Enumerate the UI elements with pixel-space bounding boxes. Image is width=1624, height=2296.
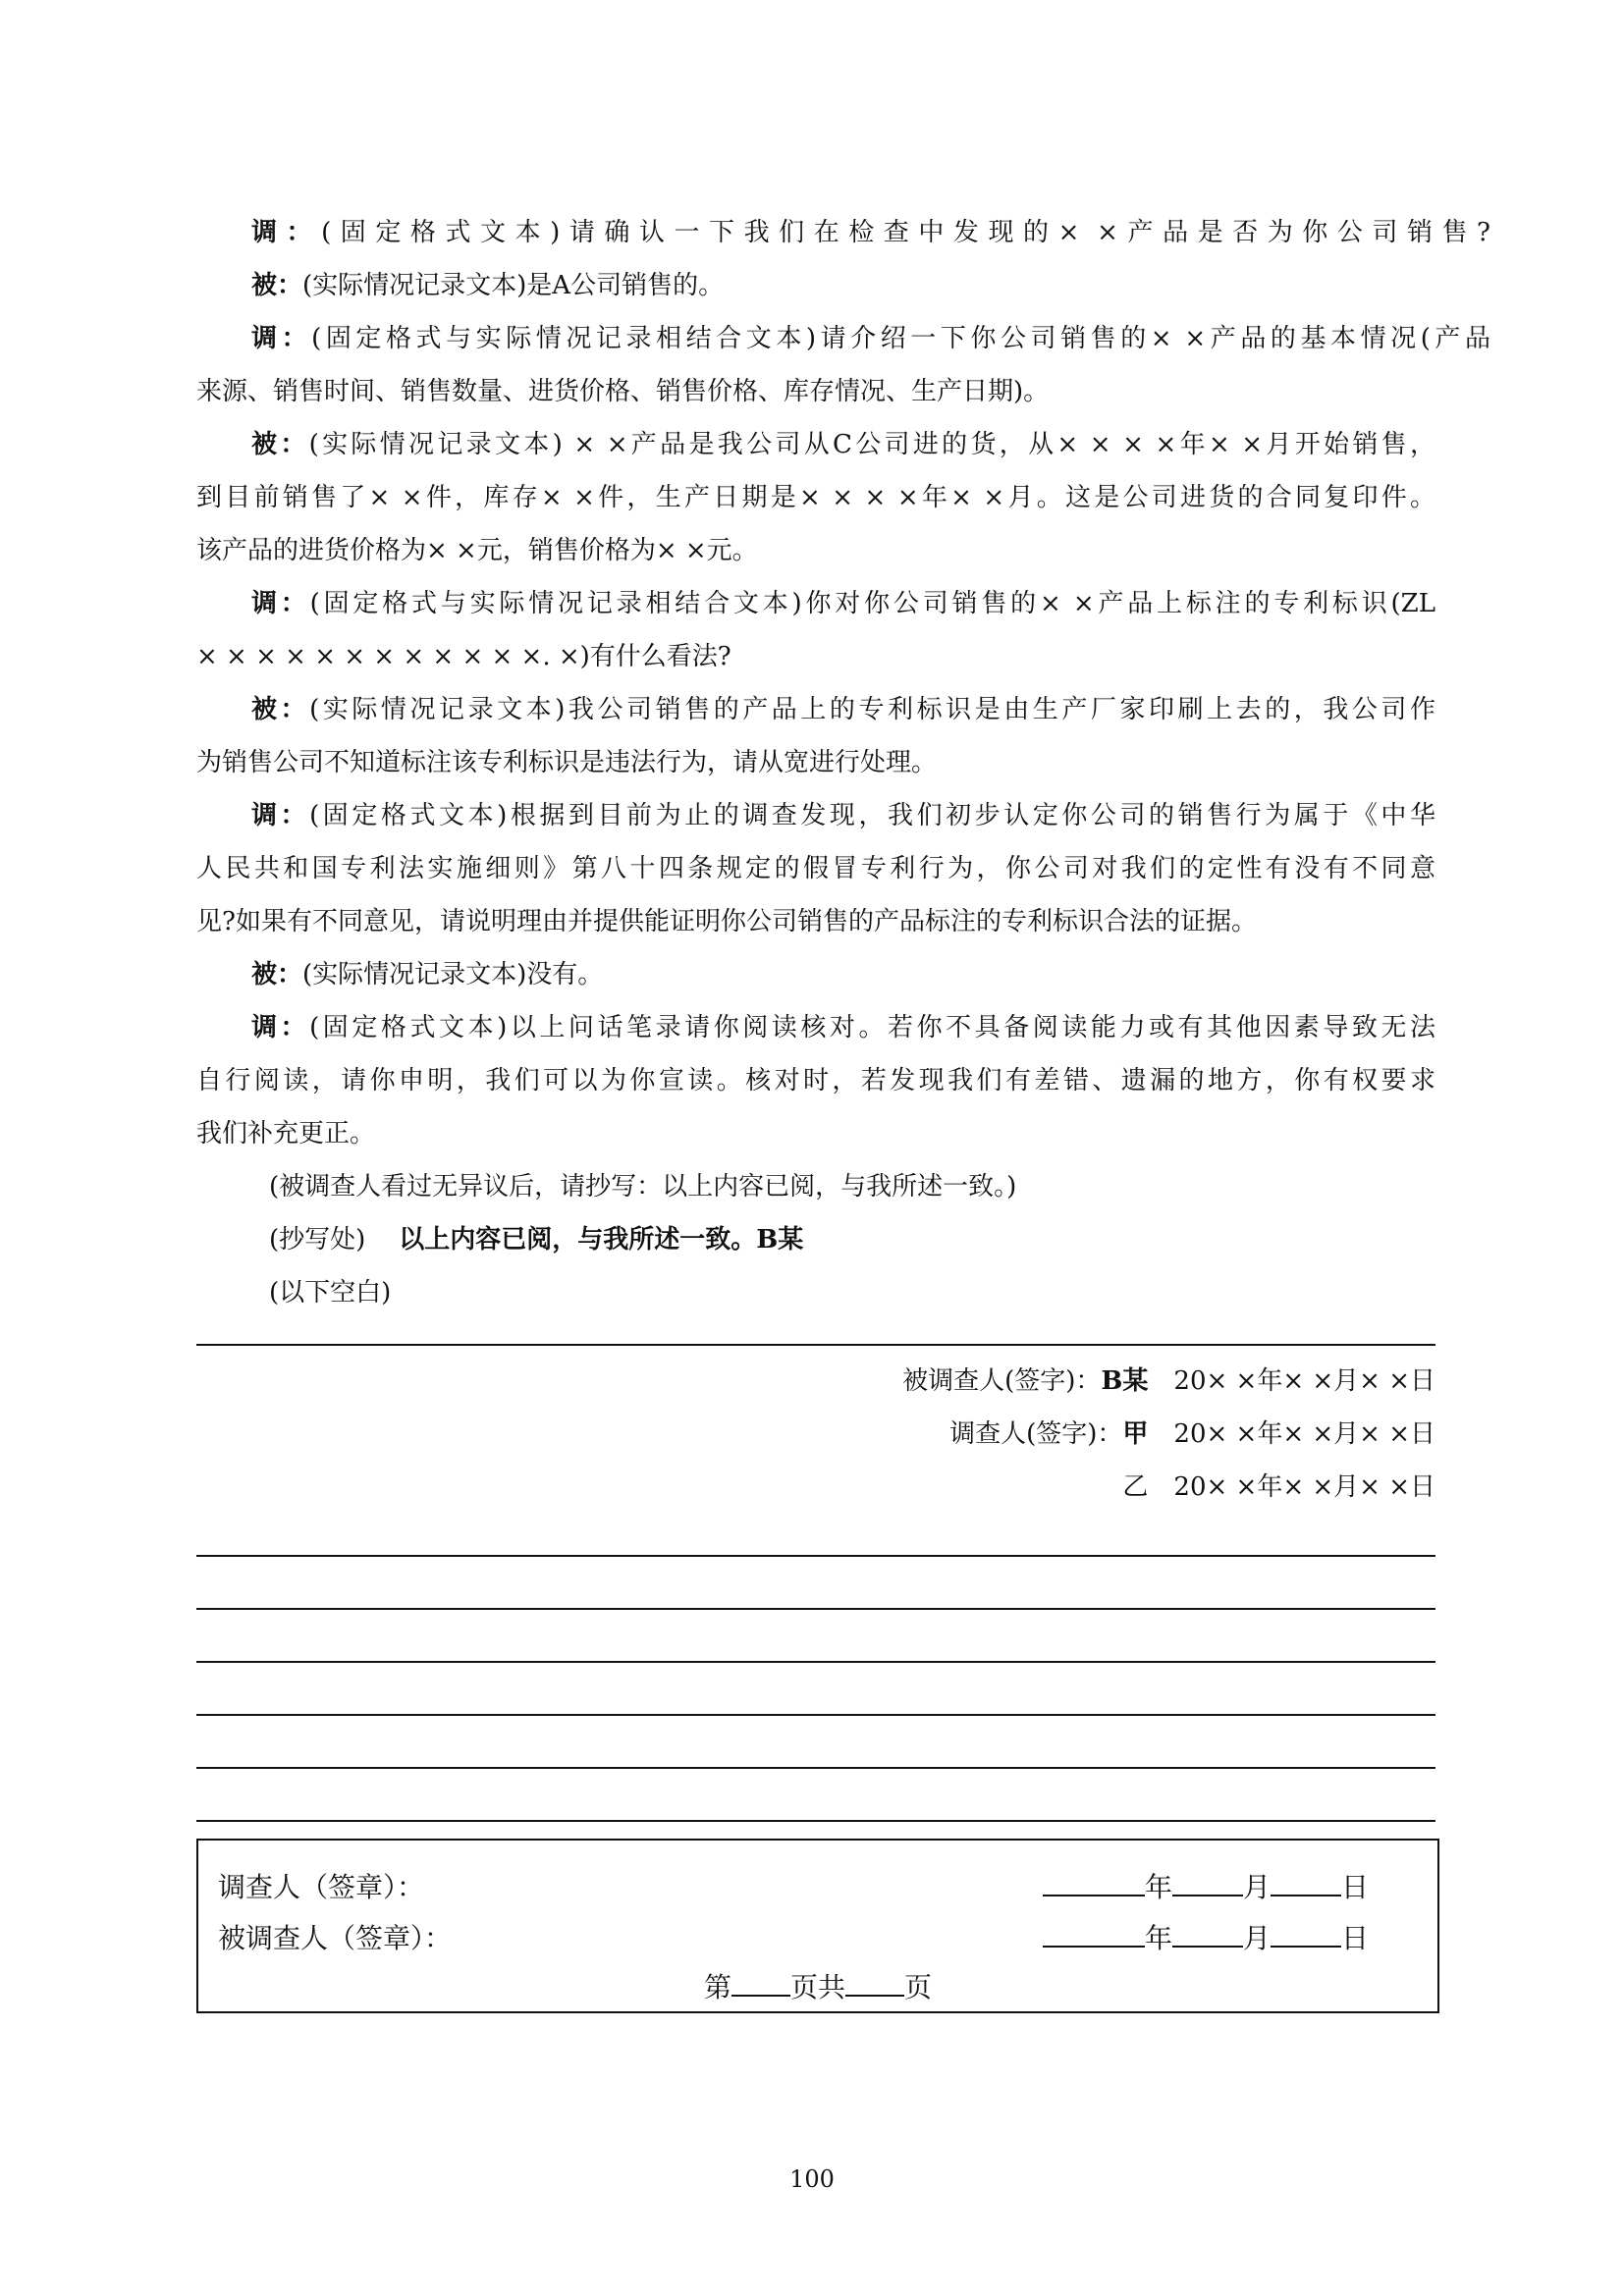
year-label: 年 [1145,1922,1173,1954]
page-prefix: 第 [703,1971,731,2003]
ruled-line [196,1661,1435,1663]
total-blank[interactable] [845,1969,904,1997]
day-label: 日 [1341,1922,1370,1954]
year-label: 年 [1145,1871,1173,1903]
blank-note-line [196,1258,1435,1311]
page-blank[interactable] [731,1969,790,1997]
year-blank[interactable] [1043,1869,1145,1896]
seal-box [196,1839,1439,2013]
speaker-label: 被： [251,271,303,300]
dialogue-line [196,1099,1435,1152]
investigator-seal-date [1043,1866,1369,1905]
instruction-line [196,1152,1435,1205]
respondent-seal-date [1043,1917,1369,1956]
speaker-label: 调： [251,218,322,247]
dialogue-text: (固定格式文本)根据到目前为止的调查发现，我们初步认定你公司的销售行为属于《中华 [309,801,1435,830]
dialogue-line [196,1046,1435,1099]
dialogue-text: (固定格式与实际情况记录相结合文本)请介绍一下你公司销售的× ×产品的基本情况(产品 [311,324,1490,353]
month-label: 月 [1243,1871,1272,1903]
month-blank[interactable] [1172,1920,1243,1948]
dialogue-line [196,940,1435,993]
dialogue-text: (固定格式文本)请确认一下我们在检查中发现的× ×产品是否为你公司销售? [321,218,1490,247]
ruled-line [196,1608,1435,1610]
copy-label: (抄写处) [269,1225,366,1255]
dialogue-line [196,993,1435,1046]
signature-date: 20× ×年× ×月× ×日 [1173,1472,1435,1502]
dialogue-line [196,304,1490,357]
dialogue-line [196,410,1435,463]
ruled-line [196,1714,1435,1716]
signature-line-investigator [196,1400,1435,1453]
ruled-line [196,1820,1435,1822]
dialogue-line [196,198,1490,251]
dialogue-line [196,622,1435,675]
dialogue-text: 为销售公司不知道标注该专利标识是违法行为，请从宽进行处理。 [196,748,938,777]
dialogue-text: (固定格式文本)以上问话笔录请你阅读核对。若你不具备阅读能力或有其他因素导致无法 [309,1013,1435,1042]
speaker-label: 调： [251,324,312,353]
blank-note-text: (以下空白) [269,1278,392,1308]
signature-label: 被调查人(签字)： [902,1366,1102,1396]
day-blank[interactable] [1271,1869,1341,1896]
dialogue-text: 自行阅读，请你申明，我们可以为你宣读。核对时，若发现我们有差错、遗漏的地方，你有权要求 [196,1066,1435,1095]
dialogue-text: (实际情况记录文本)我公司销售的产品上的专利标识是由生产厂家印刷上去的，我公司作 [309,695,1435,724]
month-blank[interactable] [1172,1869,1243,1896]
year-blank[interactable] [1043,1920,1145,1948]
speaker-label: 被： [251,695,310,724]
page-count [198,1966,1437,2005]
copy-line [196,1205,1435,1258]
dialogue-text: × × × × × × × × × × × ×. ×)有什么看法? [196,642,731,671]
dialogue-text: 到目前销售了× ×件，库存× ×件，生产日期是× × × ×年× ×月。这是公司进货的合同复印件。 [196,483,1435,512]
speaker-label: 调： [251,589,310,618]
speaker-label: 调： [251,1013,310,1042]
ruled-line [196,1344,1435,1346]
page-number: 100 [789,2165,835,2193]
copy-text: 以上内容已阅，与我所述一致。B某 [399,1225,804,1255]
speaker-label: 被： [251,960,303,989]
dialogue-text: 人民共和国专利法实施细则》第八十四条规定的假冒专利行为，你公司对我们的定性有没有不同意 [196,854,1435,883]
dialogue-text: 该产品的进货价格为× ×元，销售价格为× ×元。 [196,536,758,565]
instruction-text: (被调查人看过无异议后，请抄写：以上内容已阅，与我所述一致。) [269,1172,1017,1201]
day-blank[interactable] [1271,1920,1341,1948]
dialogue-line [196,834,1435,887]
dialogue-line [196,728,1435,781]
day-label: 日 [1341,1871,1370,1903]
page-middle: 页共 [789,1971,845,2003]
signature-line-respondent [196,1347,1435,1400]
dialogue-text: (实际情况记录文本) × ×产品是我公司从C公司进的货，从× × × ×年× ×月开始销售， [308,430,1435,459]
ruled-line [196,1555,1435,1557]
dialogue-text: (实际情况记录文本)是A公司销售的。 [302,271,725,300]
dialogue-text: 我们补充更正。 [196,1119,376,1148]
page-suffix: 页 [904,1971,933,2003]
signature-date: 20× ×年× ×月× ×日 [1173,1366,1435,1396]
dialogue-line [196,251,1490,304]
signature-name: B某 [1101,1366,1149,1396]
investigator-seal-label: 调查人（签章）： [218,1871,425,1903]
dialogue-line [196,781,1435,834]
signature-name: 甲 [1122,1419,1149,1449]
speaker-label: 调： [251,801,310,830]
ruled-line [196,1767,1435,1769]
dialogue-text: 见?如果有不同意见，请说明理由并提供能证明你公司销售的产品标注的专利标识合法的证据。 [196,907,1257,936]
dialogue-line [196,887,1435,940]
dialogue-line [196,357,1435,410]
speaker-label: 被： [251,430,309,459]
dialogue-line [196,675,1435,728]
dialogue-line [196,569,1435,622]
dialogue-line [196,516,1435,569]
respondent-seal-label: 被调查人（签章）： [218,1922,453,1954]
dialogue-text: (实际情况记录文本)没有。 [302,960,604,989]
dialogue-text: 来源、销售时间、销售数量、进货价格、销售价格、库存情况、生产日期)。 [196,377,1050,406]
signature-line-second-investigator [196,1453,1435,1506]
dialogue-line [196,463,1435,516]
dialogue-text: (固定格式与实际情况记录相结合文本)你对你公司销售的× ×产品上标注的专利标识(ZL [309,589,1435,618]
signature-name: 乙 [1122,1472,1149,1502]
signature-date: 20× ×年× ×月× ×日 [1173,1419,1435,1449]
month-label: 月 [1243,1922,1272,1954]
signature-label: 调查人(签字)： [949,1419,1123,1449]
